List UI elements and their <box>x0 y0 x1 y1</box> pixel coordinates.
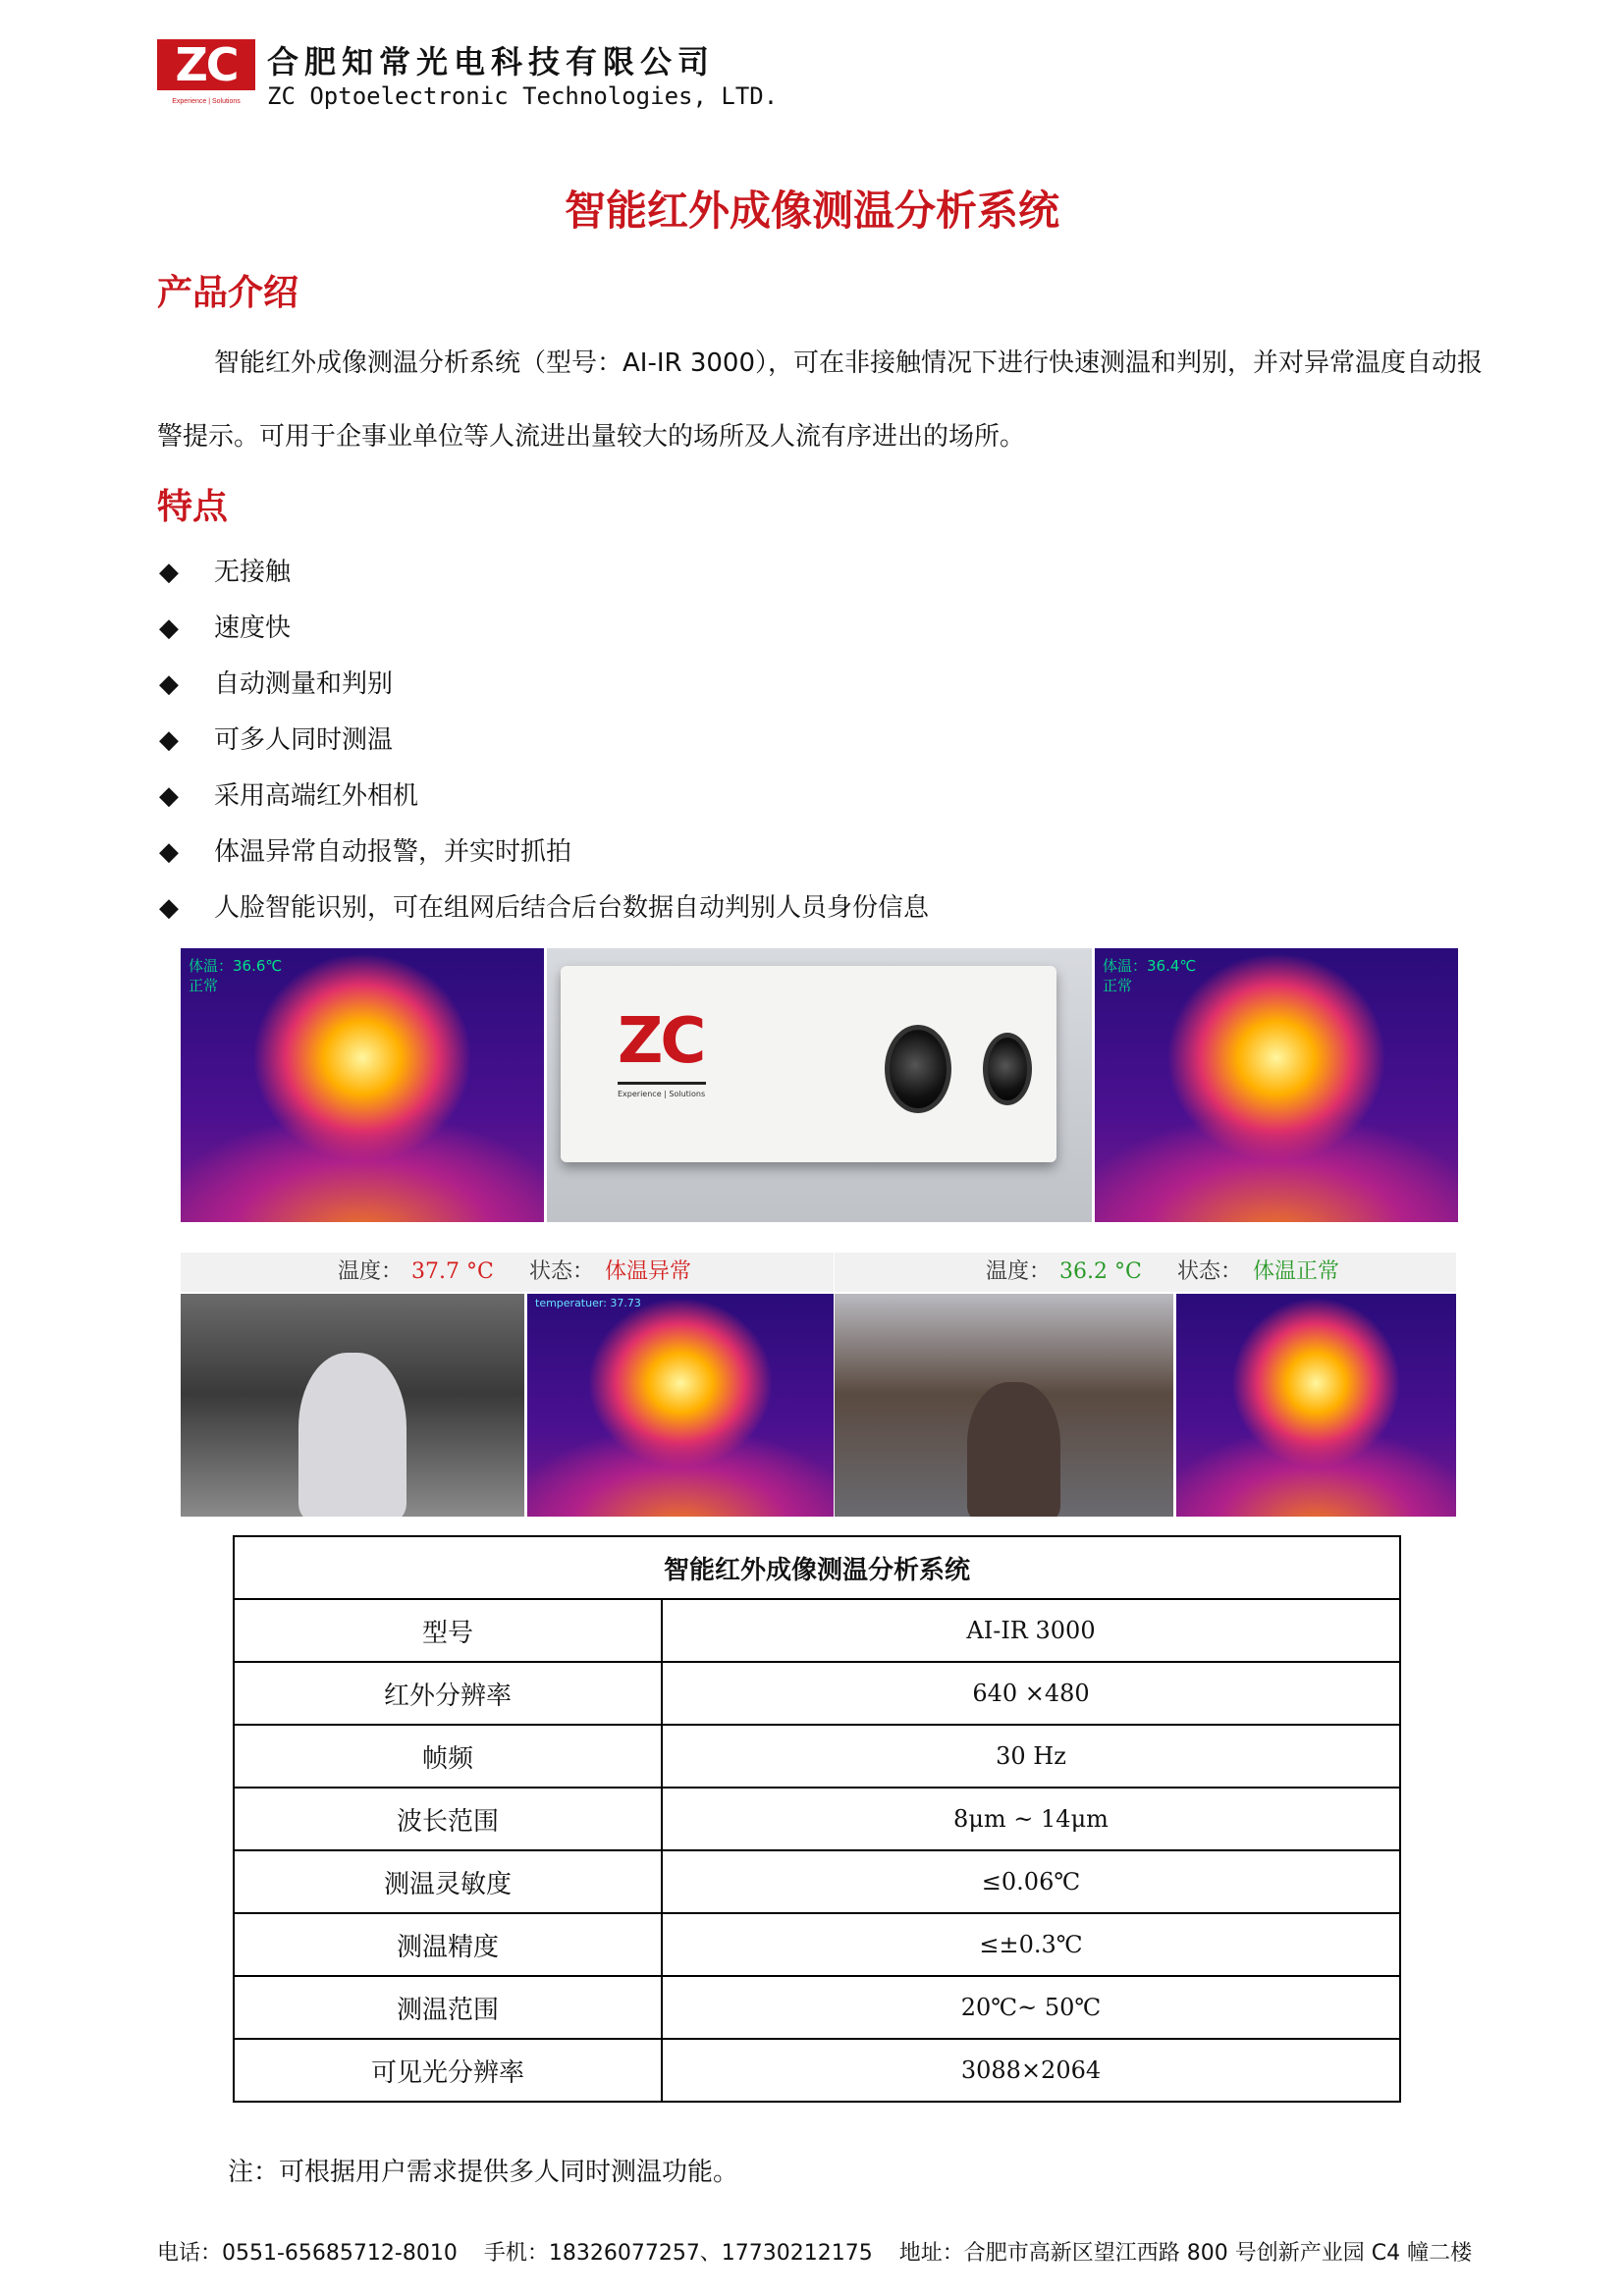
param-cell: 测温灵敏度 <box>234 1850 662 1913</box>
person-figure <box>967 1382 1060 1517</box>
camera-logo: ZC <box>618 1005 704 1078</box>
feature-item: ◆ 可多人同时测温 <box>157 713 1335 769</box>
visible-photo-normal <box>835 1294 1173 1517</box>
value-cell: AI-IR 3000 <box>662 1599 1400 1662</box>
company-name-en: ZC Optoelectronic Technologies, LTD. <box>267 82 779 110</box>
value-cell: ≤±0.3℃ <box>662 1913 1400 1976</box>
value-cell: 8μm ~ 14μm <box>662 1788 1400 1850</box>
param-cell: 测温范围 <box>234 1976 662 2039</box>
feature-item: ◆ 采用高端红外相机 <box>157 769 1335 825</box>
feature-item: ◆ 速度快 <box>157 601 1335 657</box>
visible-lens-icon <box>983 1033 1032 1105</box>
intro-paragraph <box>157 327 1492 474</box>
temp-value-normal: 36.2 °C <box>1059 1259 1142 1284</box>
thermal-overlay: 体温：36.6℃ 正常 <box>189 957 283 994</box>
value-cell: 3088×2064 <box>662 2039 1400 2102</box>
spec-table <box>233 1535 1401 2103</box>
feature-item: ◆ 人脸智能识别，可在组网后结合后台数据自动判别人员身份信息 <box>157 881 1335 936</box>
table-title: 智能红外成像测温分析系统 <box>234 1536 1400 1599</box>
diamond-bullet-icon: ◆ <box>159 558 179 587</box>
status-value-alarm: 体温异常 <box>605 1259 692 1284</box>
status-bar-normal: 温度： 36.2 °C 状态： 体温正常 <box>835 1253 1456 1292</box>
logo-mark: ZC <box>157 39 255 90</box>
camera-product-photo <box>547 948 1092 1222</box>
table-header-row <box>234 1536 1400 1599</box>
param-cell: 测温精度 <box>234 1913 662 1976</box>
table-row <box>234 1913 1400 1976</box>
feature-item: ◆ 体温异常自动报警，并实时抓拍 <box>157 825 1335 881</box>
diamond-bullet-icon: ◆ <box>159 837 179 867</box>
value-cell: 20℃~ 50℃ <box>662 1976 1400 2039</box>
page-title: 智能红外成像测温分析系统 <box>564 187 1059 235</box>
footer-phone: 电话：0551-65685712-8010 <box>157 2241 458 2266</box>
thermal-overlay: 体温：36.4℃ 正常 <box>1103 957 1197 994</box>
infrared-lens-icon <box>885 1025 951 1113</box>
value-cell: 640 ×480 <box>662 1662 1400 1725</box>
company-logo <box>157 39 255 113</box>
contact-footer <box>157 2236 1491 2267</box>
features-list <box>157 545 1335 936</box>
thermal-photo-left <box>181 948 544 1222</box>
camera-logo-sub: Experience | Solutions <box>618 1090 706 1098</box>
intro-heading: 产品介绍 <box>157 273 299 313</box>
feature-item: ◆ 自动测量和判别 <box>157 657 1335 713</box>
person-figure <box>298 1353 406 1517</box>
features-heading: 特点 <box>157 487 229 527</box>
thermal-photo-normal <box>1176 1294 1456 1517</box>
param-cell: 波长范围 <box>234 1788 662 1850</box>
camera-housing <box>561 966 1056 1162</box>
footer-mobile: 手机：18326077257、17730212175 <box>483 2241 873 2266</box>
table-row <box>234 2039 1400 2102</box>
diamond-bullet-icon: ◆ <box>159 781 179 811</box>
table-row <box>234 1662 1400 1725</box>
diamond-bullet-icon: ◆ <box>159 725 179 755</box>
logo-tagline: Experience | Solutions <box>172 98 241 105</box>
status-value-normal: 体温正常 <box>1253 1259 1340 1284</box>
footnote: 注：可根据用户需求提供多人同时测温功能。 <box>228 2158 739 2187</box>
table-row <box>234 1976 1400 2039</box>
table-row <box>234 1788 1400 1850</box>
table-row <box>234 1725 1400 1788</box>
value-cell: ≤0.06℃ <box>662 1850 1400 1913</box>
feature-item: ◆ 无接触 <box>157 545 1335 601</box>
param-cell: 帧频 <box>234 1725 662 1788</box>
thermal-photo-alarm <box>527 1294 834 1517</box>
diamond-bullet-icon: ◆ <box>159 669 179 699</box>
temp-value-alarm: 37.7 °C <box>411 1259 494 1284</box>
param-cell: 可见光分辨率 <box>234 2039 662 2102</box>
company-name-cn: 合肥知常光电科技有限公司 <box>267 43 716 80</box>
camera-logo-line <box>618 1082 706 1085</box>
diamond-bullet-icon: ◆ <box>159 614 179 643</box>
param-cell: 型号 <box>234 1599 662 1662</box>
table-row <box>234 1850 1400 1913</box>
status-bar-alarm: 温度： 37.7 °C 状态： 体温异常 <box>181 1253 834 1292</box>
table-row <box>234 1599 1400 1662</box>
intro-text: 智能红外成像测温分析系统（型号：AI-IR 3000），可在非接触情况下进行快速测温和判别，并对异常温度自动报警提示。可用于企事业单位等人流进出量较大的场所及人流有序进出的场所。 <box>157 348 1484 452</box>
visible-photo-alarm <box>181 1294 524 1517</box>
footer-address: 地址：合肥市高新区望江西路 800 号创新产业园 C4 幢二楼 <box>898 2241 1473 2266</box>
value-cell: 30 Hz <box>662 1725 1400 1788</box>
param-cell: 红外分辨率 <box>234 1662 662 1725</box>
thermal-photo-right <box>1095 948 1458 1222</box>
thermal-overlay: temperatuer: 37.73 <box>535 1297 641 1309</box>
diamond-bullet-icon: ◆ <box>159 893 179 923</box>
